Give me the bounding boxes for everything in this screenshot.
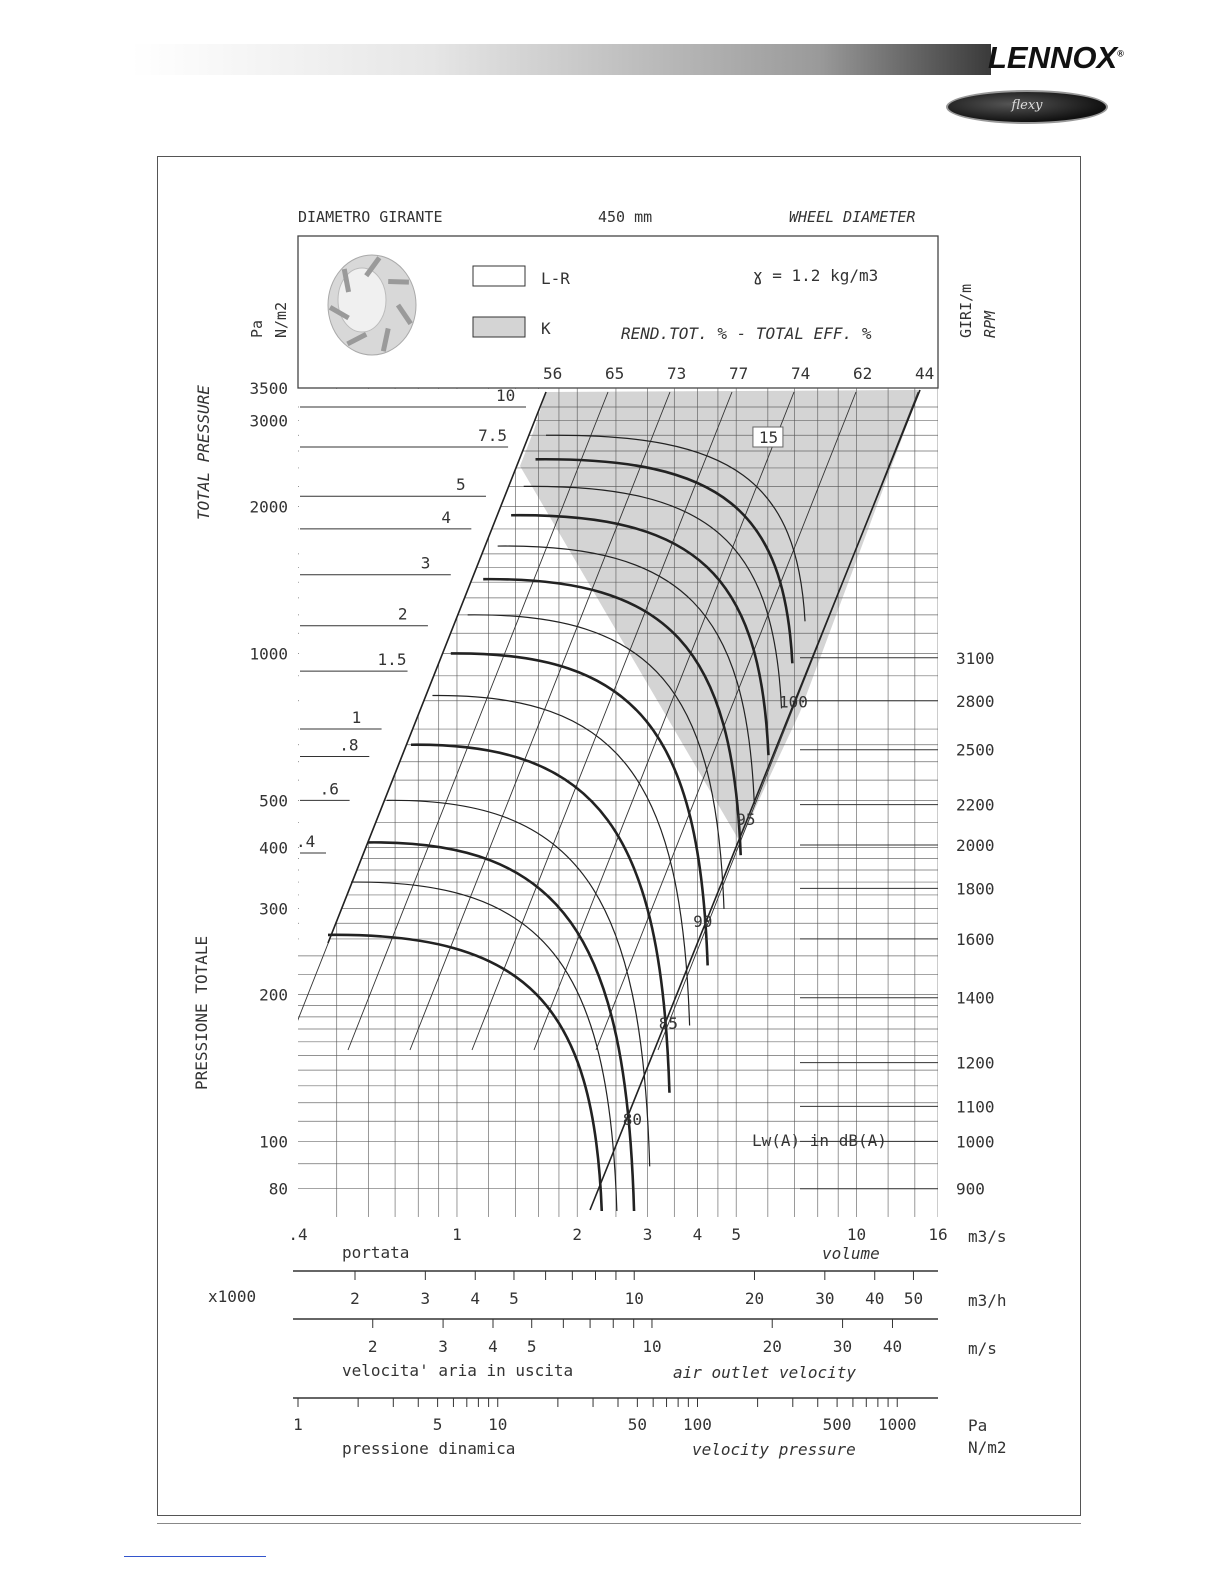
kw-label: .8	[339, 735, 359, 755]
efficiency-value: 56	[543, 364, 563, 383]
noise-label: 90	[693, 912, 713, 932]
rpm-label: 3100	[956, 648, 995, 668]
ms-unit: m/s	[968, 1339, 997, 1358]
efficiency-value: 77	[729, 364, 749, 383]
y-tick-label: 400	[259, 838, 288, 858]
y-tick-label: 3000	[249, 411, 288, 431]
rpm-label: 1200	[956, 1053, 995, 1073]
title-center: 450 mm	[598, 208, 653, 226]
kw-label: .4	[296, 832, 316, 852]
scale-label-ms: 2	[367, 1337, 378, 1356]
brand-text: LENNOX	[988, 40, 1118, 75]
kw-label: 1	[351, 708, 362, 728]
pa-unit: Pa	[968, 1416, 988, 1435]
kw-label: 1.5	[377, 650, 407, 670]
pa-label-right: velocity pressure	[692, 1440, 856, 1459]
ms-label-right: air outlet velocity	[673, 1363, 857, 1382]
scale-label-ms: 30	[832, 1337, 853, 1356]
k-region-shading	[520, 390, 920, 842]
efficiency-value: 74	[791, 364, 811, 383]
scale-label-m3h: 40	[865, 1289, 885, 1308]
envelope-mask-left	[299, 389, 546, 943]
rpm-label: 2200	[956, 795, 995, 815]
rpm-label: 2800	[956, 691, 995, 711]
x-tick-label: 1	[452, 1225, 462, 1244]
density-note: ɣ = 1.2 kg/m3	[753, 266, 879, 285]
flexy-text: flexy	[1011, 98, 1043, 113]
scale-label-pa: 10	[488, 1415, 508, 1434]
xlabel-portata: portata	[342, 1243, 410, 1262]
right-unit-rpm: RPM	[981, 310, 999, 338]
kw-label: 3	[420, 553, 431, 573]
rpm-label: 1100	[956, 1097, 995, 1117]
noise-label: 85	[658, 1013, 679, 1033]
m3h-unit: m3/h	[968, 1291, 1007, 1310]
noise-label: 15	[758, 427, 779, 447]
rpm-label: 1800	[956, 879, 995, 899]
fan-wheel-blade	[388, 282, 409, 283]
scale-label-ms: 20	[762, 1337, 782, 1356]
fan-curve-rpm-2500	[411, 745, 669, 1093]
left-unit-nm2: N/m2	[272, 301, 290, 338]
rpm-label: 1600	[956, 929, 995, 949]
efficiency-value: 73	[667, 364, 687, 383]
x-tick-label: 4	[692, 1225, 703, 1244]
x-tick-label: .4	[288, 1225, 308, 1244]
y-tick-label: 2000	[249, 497, 288, 517]
kw-label: .6	[319, 779, 339, 799]
ylabel-total-pressure: TOTAL PRESSURE	[194, 385, 213, 520]
scale-label-m3h: 10	[624, 1289, 644, 1308]
scale-label-m3h: 30	[815, 1289, 835, 1308]
kw-label: 4	[441, 507, 451, 527]
title-left: DIAMETRO GIRANTE	[298, 208, 443, 226]
registered-mark: ®	[1117, 48, 1124, 59]
x-tick-label: 2	[572, 1225, 583, 1244]
rpm-label: 1000	[956, 1132, 995, 1152]
ms-label-left: velocita' aria in uscita	[342, 1361, 574, 1380]
scale-label-m3h: 4	[470, 1289, 481, 1308]
fan-wheel-image	[328, 255, 416, 355]
x-unit: m3/s	[968, 1227, 1007, 1246]
scale-label-pa: 500	[822, 1415, 852, 1434]
scale-label-ms: 10	[642, 1337, 662, 1356]
rpm-label: 1400	[956, 988, 995, 1008]
kw-label: 5	[455, 475, 466, 495]
kw-label: 7.5	[478, 425, 507, 445]
pa-unit-nm2: N/m2	[968, 1438, 1007, 1457]
noise-title: Lw(A) in dB(A)	[752, 1131, 887, 1150]
efficiency-value: 44	[915, 364, 935, 383]
x-tick-label: 5	[731, 1225, 742, 1244]
ylabel-pressione-totale: PRESSIONE TOTALE	[192, 935, 211, 1090]
rpm-label: 900	[956, 1179, 985, 1199]
y-tick-label: 3500	[249, 379, 288, 398]
y-tick-label: 200	[259, 985, 288, 1005]
scale-label-m3h: 50	[903, 1289, 924, 1308]
y-tick-label: 1000	[249, 644, 288, 664]
footer-link-underline	[124, 1556, 266, 1557]
y-tick-label: 100	[259, 1132, 288, 1152]
pa-label-left: pressione dinamica	[342, 1439, 516, 1458]
noise-label: 80	[622, 1110, 643, 1130]
scale-label-pa: 50	[627, 1415, 647, 1434]
left-unit-pa: Pa	[248, 319, 266, 338]
scale-label-pa: 1	[293, 1415, 303, 1434]
scale-label-pa: 1000	[877, 1415, 917, 1434]
title-right: WHEEL DIAMETER	[789, 208, 916, 226]
efficiency-title: REND.TOT. % - TOTAL EFF. %	[621, 324, 872, 343]
noise-label: 100	[779, 692, 808, 712]
right-unit-giri: GIRI/m	[957, 283, 975, 338]
scale-label-m3h: 2	[350, 1289, 360, 1308]
legend-lr-label: L-R	[541, 269, 570, 288]
fan-curve-rpm-2200	[387, 800, 650, 1166]
x-tick-label: 16	[928, 1225, 948, 1244]
noise-label: 95	[736, 810, 756, 830]
efficiency-value: 65	[605, 364, 625, 383]
x-tick-label: 10	[846, 1225, 867, 1244]
y-tick-label: 500	[259, 791, 288, 811]
x-tick-label: 3	[642, 1225, 653, 1244]
rpm-label: 2000	[956, 836, 995, 856]
footer-rule	[157, 1523, 1081, 1524]
xlabel-volume: volume	[822, 1244, 880, 1263]
kw-label: 10	[496, 385, 516, 405]
y-tick-label: 300	[259, 899, 288, 919]
scale-label-m3h: 5	[509, 1289, 519, 1308]
scale-label-ms: 3	[438, 1337, 448, 1356]
scale-label-m3h: 3	[420, 1289, 431, 1308]
legend-lr-swatch	[473, 266, 525, 286]
efficiency-value: 62	[853, 364, 873, 383]
legend-k-swatch	[473, 317, 525, 337]
m3h-multiplier: x1000	[208, 1287, 257, 1306]
scale-label-m3h: 20	[744, 1289, 765, 1308]
fan-curve-rpm-1600	[328, 935, 602, 1211]
kw-label: 2	[397, 604, 408, 624]
scale-label-ms: 5	[526, 1337, 537, 1356]
scale-label-ms: 40	[882, 1337, 903, 1356]
scale-label-pa: 5	[432, 1415, 443, 1434]
scale-label-ms: 4	[488, 1337, 498, 1356]
legend-k-label: K	[541, 319, 551, 338]
rpm-label: 2500	[956, 740, 995, 760]
scale-label-pa: 100	[683, 1415, 712, 1434]
y-tick-label: 80	[268, 1179, 288, 1199]
